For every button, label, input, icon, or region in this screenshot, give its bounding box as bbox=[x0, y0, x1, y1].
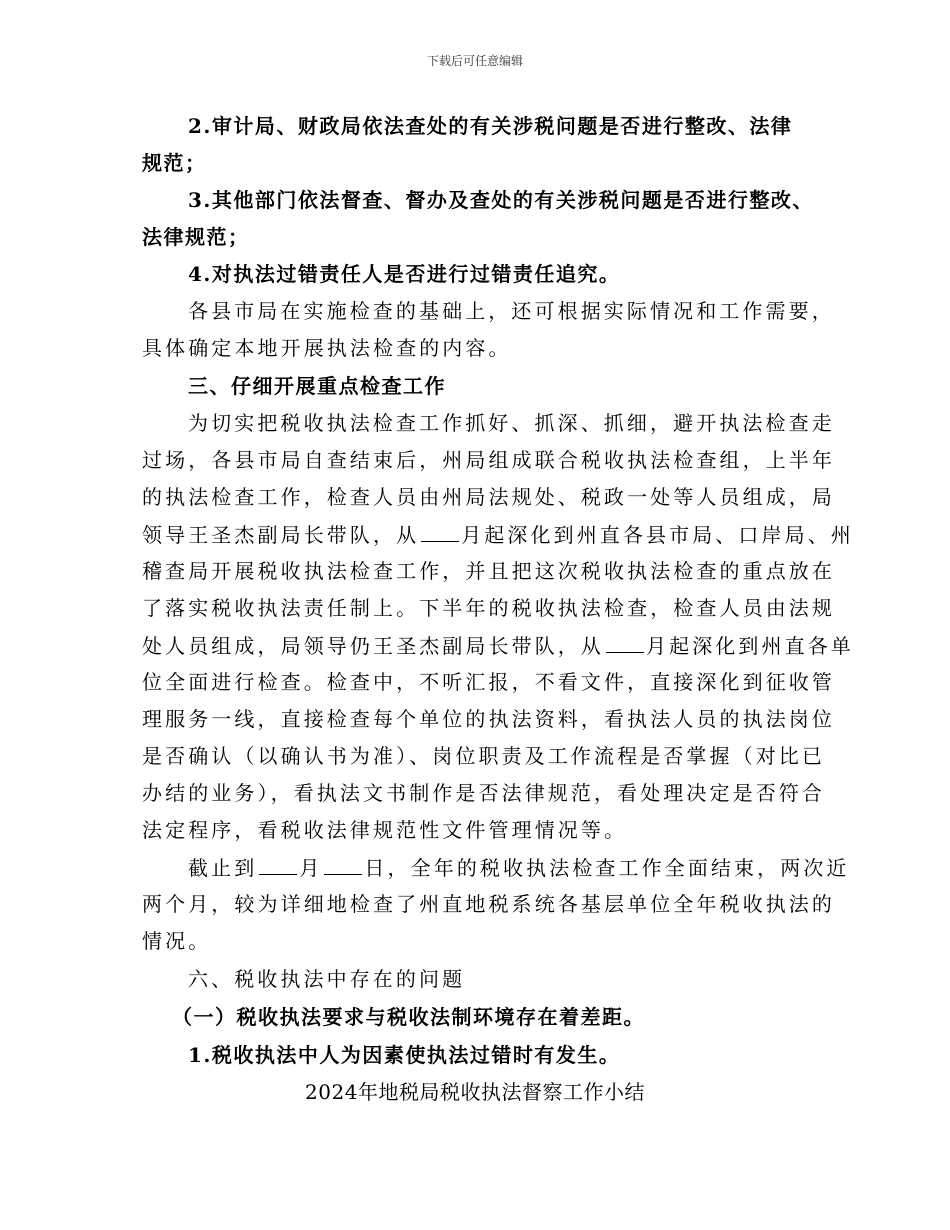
paragraph-line: 具体确定本地开展执法检查的内容。 bbox=[142, 336, 512, 360]
text-segment: 月 bbox=[299, 856, 323, 880]
paragraph-line: 为切实把税收执法检查工作抓好、抓深、抓细，避开执法检查走 bbox=[188, 411, 835, 435]
paragraph-line: 3.其他部门依法督查、督办及查处的有关涉税问题是否进行整改、 bbox=[188, 188, 814, 212]
section-heading: 三、仔细开展重点检查工作 bbox=[188, 374, 446, 398]
paragraph-line: 两个月，较为详细地检查了州直地税系统各基层单位全年税收执法的 bbox=[142, 892, 835, 916]
paragraph-line: 位全面进行检查。检查中，不听汇报，不看文件，直接深化到征收管 bbox=[142, 670, 835, 694]
paragraph-line: 各县市局在实施检查的基础上，还可根据实际情况和工作需要， bbox=[188, 299, 835, 323]
text-segment: 处人员组成，局领导仍王圣杰副局长带队，从 bbox=[142, 634, 604, 658]
subsection-heading: （一）税收执法要求与税收法制环境存在着差距。 bbox=[172, 1005, 645, 1029]
paragraph-line: 法律规范； bbox=[142, 225, 250, 249]
paragraph-line: 是否确认（以确认书为准）、岗位职责及工作流程是否掌握（对比已 bbox=[142, 744, 825, 768]
blank-field bbox=[421, 521, 459, 542]
page-header: 下载后可任意编辑 bbox=[426, 54, 523, 68]
paragraph-line bbox=[142, 521, 854, 548]
paragraph-line: 稽查局开展税收执法检查工作，并且把这次税收执法检查的重点放在 bbox=[142, 559, 835, 583]
blank-field bbox=[259, 854, 297, 875]
text-segment: 领导王圣杰副局长带队，从 bbox=[142, 523, 420, 547]
subsection-heading: 1.税收执法中人为因素使执法过错时有发生。 bbox=[188, 1043, 621, 1067]
paragraph-line: 规范； bbox=[142, 151, 207, 175]
paragraph-line: 的执法检查工作，检查人员由州局法规处、税政一处等人员组成，局 bbox=[142, 485, 835, 509]
blank-field bbox=[324, 854, 362, 875]
paragraph-line bbox=[142, 632, 854, 659]
paragraph-line bbox=[188, 854, 868, 881]
paragraph-line: 法定程序，看税收法律规范性文件管理情况等。 bbox=[142, 818, 628, 842]
document-title: 2024年地税局税收执法督察工作小结 bbox=[305, 1080, 645, 1104]
paragraph-line: 了落实税收执法责任制上。下半年的税收执法检查，检查人员由法规 bbox=[142, 596, 835, 620]
blank-field bbox=[606, 632, 644, 653]
paragraph-line: 理服务一线，直接检查每个单位的执法资料，看执法人员的执法岗位 bbox=[142, 707, 835, 731]
paragraph-line: 情况。 bbox=[142, 929, 212, 953]
paragraph-line: 过场，各县市局自查结束后，州局组成联合税收执法检查组，上半年 bbox=[142, 448, 835, 472]
text-segment: 日，全年的税收执法检查工作全面结束，两次近 bbox=[364, 856, 850, 880]
text-segment: 月起深化到州直各单 bbox=[646, 634, 854, 658]
paragraph-line: 2.审计局、财政局依法查处的有关涉税问题是否进行整改、法律 bbox=[188, 114, 793, 138]
section-heading: 六、税收执法中存在的问题 bbox=[188, 967, 466, 991]
text-segment: 截止到 bbox=[188, 856, 258, 880]
paragraph-line: 办结的业务），看执法文书制作是否法律规范，看处理决定是否符合 bbox=[142, 781, 825, 805]
paragraph-line: 4.对执法过错责任人是否进行过错责任追究。 bbox=[188, 262, 621, 286]
text-segment: 月起深化到州直各县市局、口岸局、州 bbox=[461, 523, 854, 547]
